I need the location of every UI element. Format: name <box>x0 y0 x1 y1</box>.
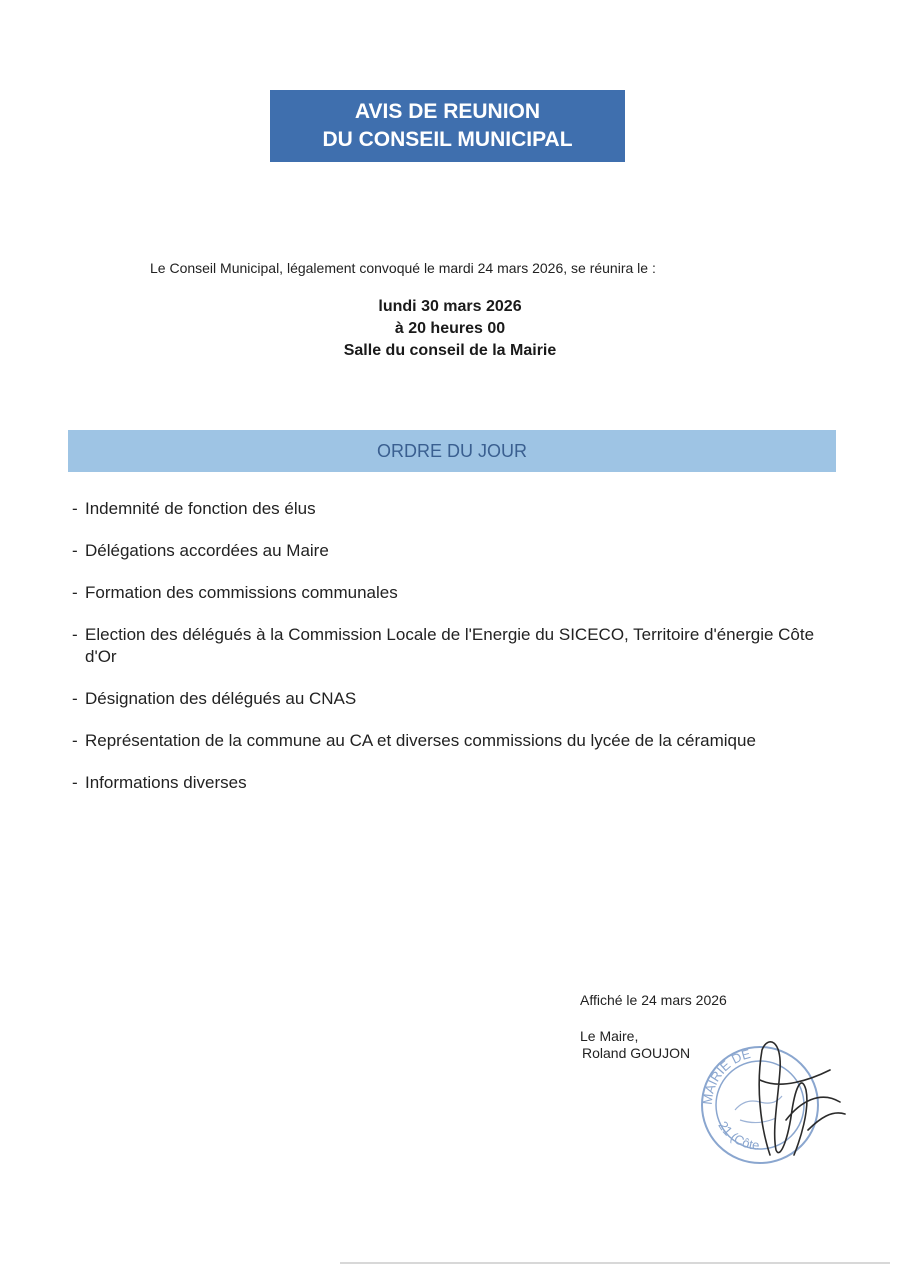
meeting-place: Salle du conseil de la Mairie <box>343 342 557 359</box>
agenda-item-text: Formation des commissions communales <box>85 583 398 602</box>
agenda-item-text: Informations diverses <box>85 773 247 792</box>
signatory-name: Roland GOUJON <box>582 1045 691 1061</box>
notice-title-line-1: AVIS DE REUNION <box>354 100 541 123</box>
scan-edge-divider <box>340 1262 890 1264</box>
agenda-item: - Informations diverses <box>72 773 247 792</box>
agenda-item: - Délégations accordées au Maire <box>72 541 329 560</box>
agenda-header <box>68 430 836 472</box>
stamp-text-bottom: 21 (Côte <box>715 1118 761 1153</box>
convocation-text: Le Conseil Municipal, légalement convoqué le mardi 24 mars 2026, se réunira le : <box>150 260 656 276</box>
agenda-item: - Désignation des délégués au CNAS <box>72 689 357 708</box>
agenda-list <box>72 498 842 814</box>
agenda-item: - Election des délégués à la Commission Locale de l'Energie du SICECO, Territoire d'énergie Côte d'Or <box>72 624 842 668</box>
agenda-item-text: Représentation de la commune au CA et diverses commissions du lycée de la céramique <box>85 731 756 750</box>
meeting-date: lundi 30 mars 2026 <box>378 298 522 315</box>
agenda-item: - Représentation de la commune au CA et diverses commissions du lycée de la céramique <box>72 731 756 750</box>
notice-title-line-2: DU CONSEIL MUNICIPAL <box>322 128 573 151</box>
agenda-item-text: Indemnité de fonction des élus <box>85 499 316 518</box>
notice-title-box <box>270 90 625 162</box>
agenda-item: - Formation des commissions communales <box>72 583 398 602</box>
agenda-item-text: Désignation des délégués au CNAS <box>85 689 357 708</box>
agenda-item-text: Délégations accordées au Maire <box>85 541 329 560</box>
meeting-time: à 20 heures 00 <box>394 320 506 337</box>
signatory-title: Le Maire, <box>580 1028 639 1044</box>
stamp-text-top: MAIRIE DE <box>699 1046 753 1106</box>
posted-date: Affiché le 24 mars 2026 <box>580 992 727 1008</box>
mayor-stamp-and-signature-icon <box>690 1030 850 1170</box>
agenda-title: ORDRE DU JOUR <box>376 440 527 461</box>
agenda-item-text: Election des délégués à la Commission Locale de l'Energie du SICECO, Territoire d'énergie Côte d'Or <box>85 625 815 666</box>
meeting-details <box>250 296 650 362</box>
agenda-item: - Indemnité de fonction des élus <box>72 499 316 518</box>
